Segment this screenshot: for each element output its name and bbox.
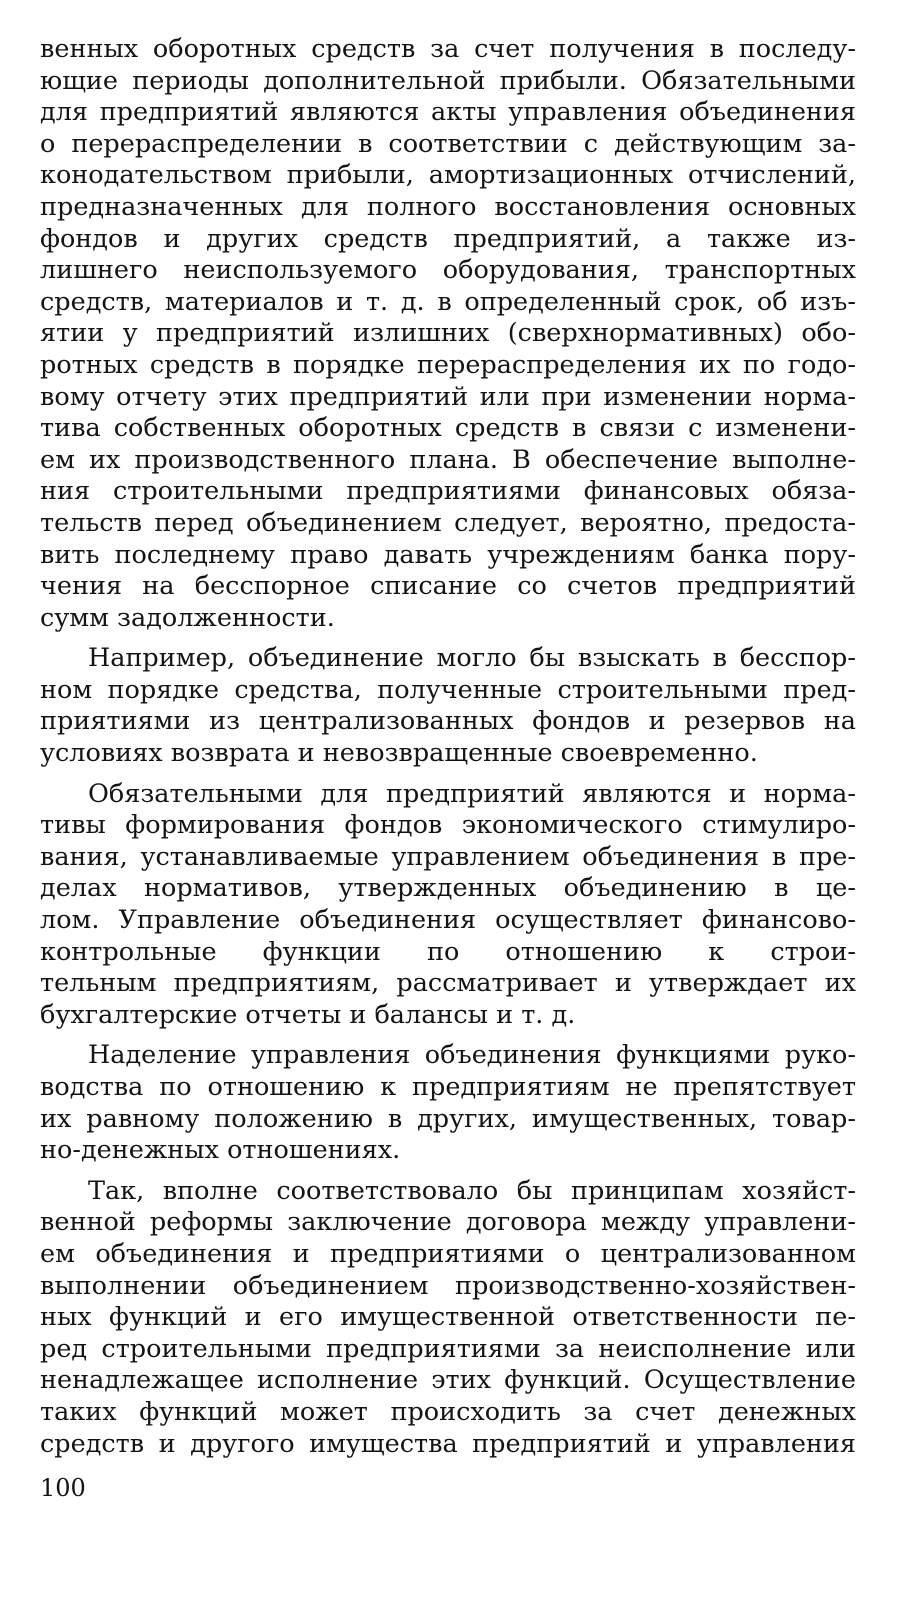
- text-line: чения на бесспорное списание со счетов предприятий: [40, 571, 856, 602]
- text-line: о перераспределении в соответствии с действующим за-: [40, 128, 856, 159]
- text-line: вить последнему право давать учреждениям банка пору-: [40, 539, 856, 570]
- page-text: [40, 34, 856, 1460]
- text-line: вания, устанавливаемые управлением объединения в пре-: [40, 841, 856, 872]
- text-line: Обязательными для предприятий являются и норма-: [88, 778, 856, 809]
- text-line: контрольные функции по отношению к строи-: [40, 936, 856, 967]
- page-number: 100: [40, 1474, 86, 1502]
- paragraph-2: [40, 643, 856, 769]
- text-line: предназначенных для полного восстановления основных: [40, 191, 856, 222]
- text-line: их равному положению в других, имущественных, товар-: [40, 1103, 856, 1134]
- paragraph-5: [40, 1176, 856, 1460]
- text-line: венных оборотных средств за счет получения в последу-: [40, 34, 856, 64]
- text-line: водства по отношению к предприятиям не препятствует: [40, 1072, 856, 1102]
- text-line: условиях возврата и невозвращенные своевременно.: [40, 738, 758, 769]
- text-line: сумм задолженности.: [40, 602, 335, 633]
- text-line: Так, вполне соответствовало бы принципам хозяйст-: [88, 1175, 856, 1206]
- text-line: вому отчету этих предприятий или при изменении норма-: [40, 381, 856, 412]
- text-line: лишнего неиспользуемого оборудования, транспортных: [40, 255, 856, 286]
- text-line: Например, объединение могло бы взыскать в бесспор-: [88, 643, 856, 674]
- paragraph-1: [40, 34, 856, 634]
- text-line: тива собственных оборотных средств в связи с изменени-: [40, 413, 856, 444]
- text-line: ных функций и его имущественной ответственности пе-: [40, 1302, 856, 1333]
- text-line: венной реформы заключение договора между управлени-: [40, 1207, 856, 1238]
- text-line: фондов и других средств предприятий, а также из-: [40, 223, 856, 254]
- text-line: средств, материалов и т. д. в определенный срок, об изъ-: [40, 286, 856, 317]
- text-line: конодательством прибыли, амортизационных отчислений,: [40, 160, 856, 191]
- text-line: ротных средств в порядке перераспределения их по годо-: [40, 349, 856, 380]
- text-line: тивы формирования фондов экономического стимулиро-: [40, 810, 856, 841]
- paragraph-4: [40, 1040, 856, 1166]
- text-line: ем их производственного плана. В обеспечение выполне-: [40, 444, 856, 475]
- text-line: но-денежных отношениях.: [40, 1135, 401, 1166]
- text-line: делах нормативов, утвержденных объединению в це-: [40, 873, 856, 904]
- text-line: приятиями из централизованных фондов и резервов на: [40, 706, 856, 737]
- text-line: ющие периоды дополнительной прибыли. Обязательными: [40, 65, 856, 96]
- text-line: для предприятий являются акты управления объединения: [40, 97, 856, 128]
- text-line: ненадлежащее исполнение этих функций. Осуществление: [40, 1365, 856, 1396]
- text-line: тельным предприятиям, рассматривает и утверждает их: [40, 968, 856, 999]
- text-line: Наделение управления объединения функциями руко-: [88, 1040, 856, 1071]
- text-line: ния строительными предприятиями финансовых обяза-: [40, 476, 856, 507]
- text-line: лом. Управление объединения осуществляет финансово-: [40, 905, 856, 936]
- text-line: выполнении объединением производственно-хозяйствен-: [40, 1270, 856, 1301]
- text-line: средств и другого имущества предприятий и управления: [40, 1428, 856, 1459]
- text-line: таких функций может происходить за счет денежных: [40, 1396, 856, 1427]
- text-line: ем объединения и предприятиями о централизованном: [40, 1238, 856, 1269]
- text-line: бухгалтерские отчеты и балансы и т. д.: [40, 999, 576, 1030]
- text-line: ном порядке средства, полученные строительными пред-: [40, 674, 856, 705]
- text-line: тельств перед объединением следует, вероятно, предоста-: [40, 507, 856, 538]
- text-line: ятии у предприятий излишних (сверхнормативных) обо-: [40, 318, 856, 349]
- text-line: ред строительными предприятиями за неисполнение или: [40, 1333, 856, 1364]
- paragraph-3: [40, 779, 856, 1032]
